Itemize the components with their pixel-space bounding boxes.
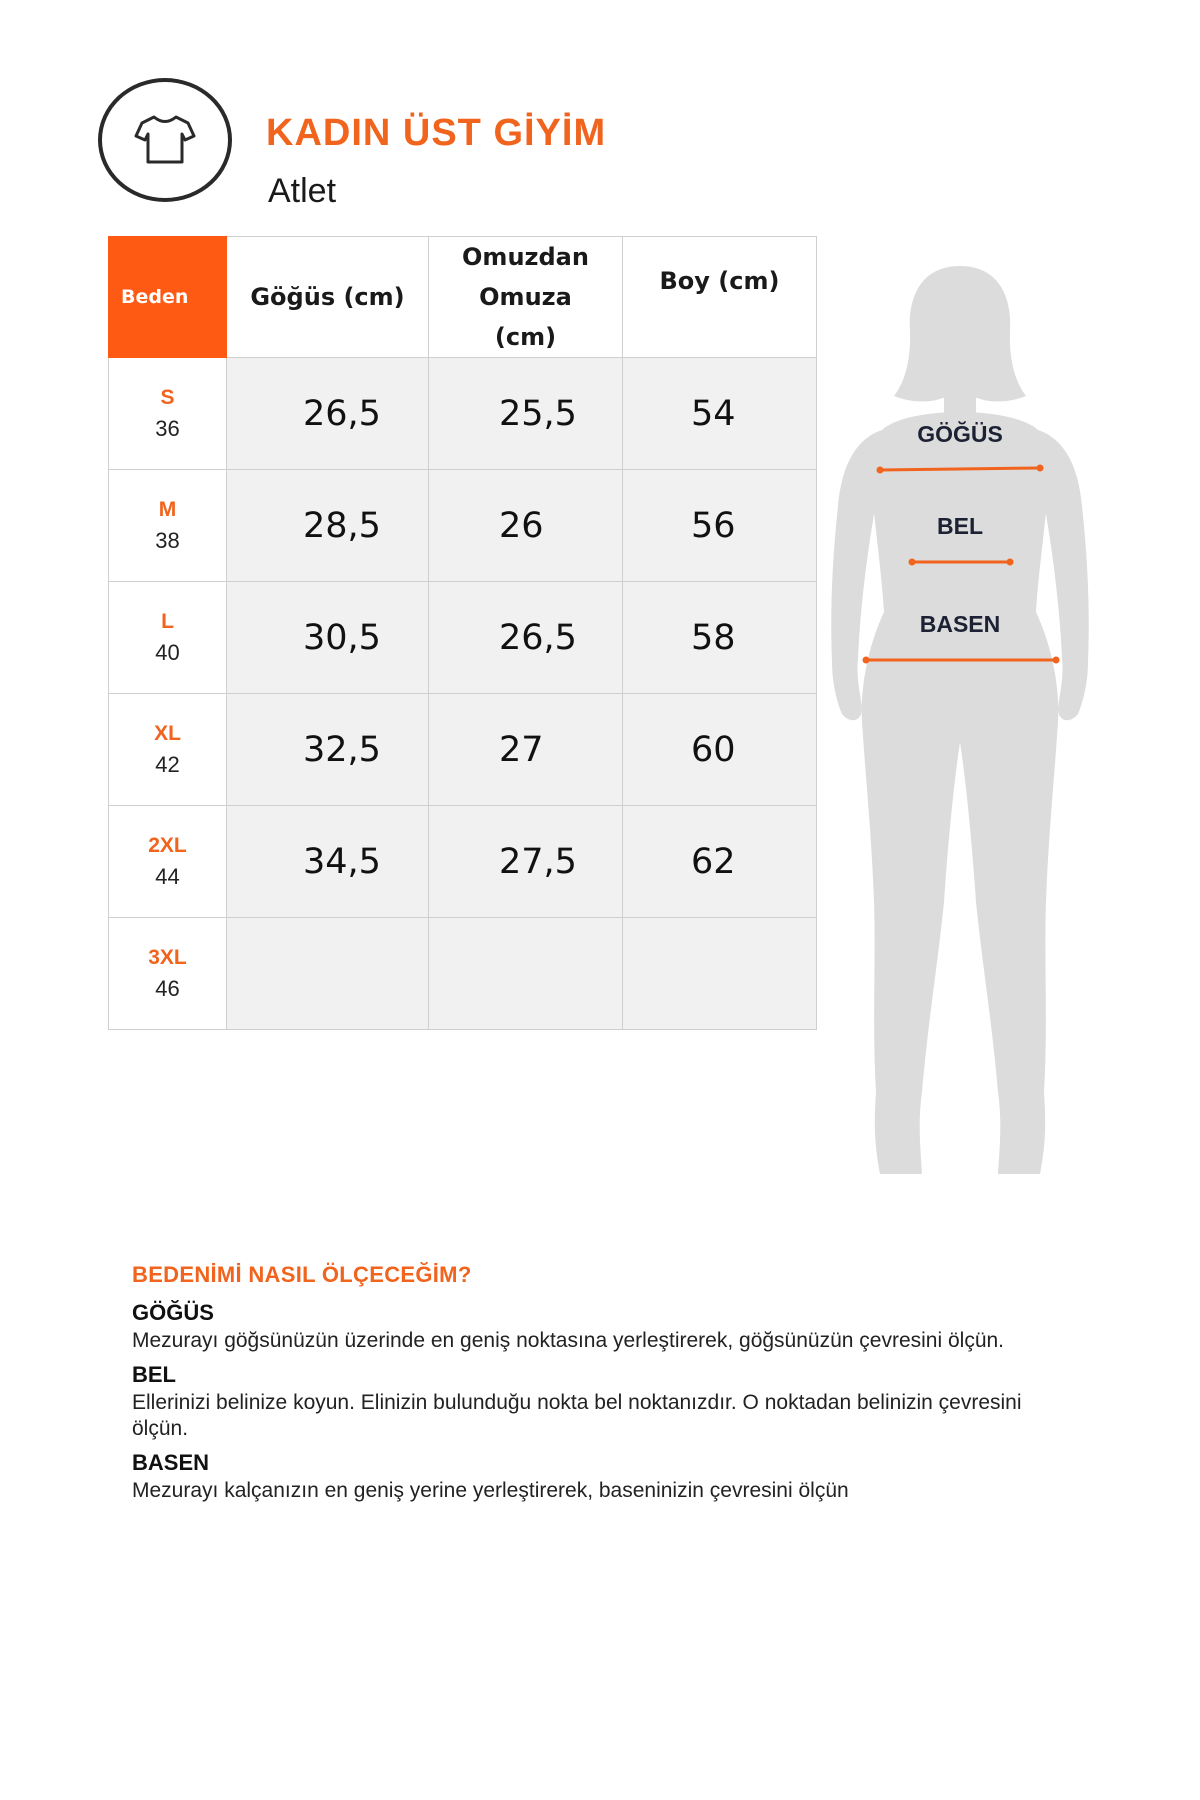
label-gogus: GÖĞÜS [917,421,1003,447]
size-letter: M [158,497,177,521]
gogus-cell [227,918,429,1030]
size-number: 42 [155,751,180,777]
size-letter: 3XL [148,945,187,969]
omuz-cell [429,358,623,470]
gogus-cell [227,694,429,806]
omuz-value: 27 [499,729,544,770]
size-cell [109,358,227,470]
size-number: 40 [155,639,180,665]
line-endpoint [1037,465,1044,472]
omuz-cell [429,918,623,1030]
body-silhouette [810,262,1110,1212]
omuz-cell [429,582,623,694]
table-row [109,806,817,918]
line-endpoint [863,657,870,664]
page-subtitle: Atlet [268,172,337,210]
section-title-bel: BEL [132,1362,176,1387]
gogus-value: 34,5 [303,841,381,882]
size-letter: XL [154,721,181,745]
section-title-gogus: GÖĞÜS [132,1300,214,1325]
size-table [108,236,817,1030]
size-cell [109,582,227,694]
omuz-cell [429,470,623,582]
size-number: 46 [155,975,180,1001]
boy-value: 58 [691,617,736,658]
header-omuz: Omuzdan Omuza (cm) [429,237,623,358]
omuz-cell [429,694,623,806]
size-cell [109,694,227,806]
boy-cell [623,582,817,694]
line-endpoint [877,467,884,474]
omuz-value: 26,5 [499,617,577,658]
section-text-basen: Mezurayı kalçanızın en geniş yerine yerleştirerek, baseninizin çevresini ölçün [132,1479,849,1502]
boy-cell [623,358,817,470]
table-header-row [109,237,817,358]
tshirt-icon [132,112,198,168]
logo-circle [98,78,232,202]
size-letter: 2XL [148,833,187,857]
boy-cell [623,918,817,1030]
gogus-cell [227,358,429,470]
section-text-bel: Ellerinizi belinize koyun. Elinizin bulunduğu nokta bel noktanızdır. O noktadan belinizin çevresini ölçün. [132,1391,1022,1440]
boy-cell [623,806,817,918]
gogus-value: 28,5 [303,505,381,546]
header-gogus: Göğüs (cm) [227,237,429,358]
boy-value: 56 [691,505,736,546]
omuz-value: 26 [499,505,544,546]
size-cell [109,470,227,582]
size-cell [109,806,227,918]
size-number: 38 [155,527,180,553]
boy-cell [623,470,817,582]
howto-title: BEDENİMİ NASIL ÖLÇECEĞİM? [132,1262,472,1287]
gogus-measure-line [880,468,1040,470]
label-bel: BEL [937,513,983,539]
omuz-value: 27,5 [499,841,577,882]
gogus-value: 26,5 [303,393,381,434]
header-beden: Beden [109,237,227,358]
label-basen: BASEN [919,611,1001,637]
size-cell [109,918,227,1030]
line-endpoint [909,559,916,566]
table-row [109,582,817,694]
table-row [109,694,817,806]
line-endpoint [1053,657,1060,664]
gogus-value: 30,5 [303,617,381,658]
omuz-value: 25,5 [499,393,577,434]
size-letter: L [161,609,174,633]
boy-cell [623,694,817,806]
gogus-cell [227,470,429,582]
size-letter: S [160,385,175,409]
silhouette-shape [831,266,1089,1174]
section-text-gogus: Mezurayı göğsünüzün üzerinde en geniş noktasına yerleştirerek, göğsünüzün çevresini ölçün. [132,1329,1005,1352]
table-row [109,470,817,582]
line-endpoint [1007,559,1014,566]
boy-value: 54 [691,393,736,434]
size-number: 44 [155,863,180,889]
page-title: KADIN ÜST GİYİM [266,112,607,154]
table-row [109,918,817,1030]
section-title-basen: BASEN [132,1450,210,1475]
header-boy: Boy (cm) [623,237,817,358]
howto-section [132,1262,1032,1510]
table-row [109,358,817,470]
gogus-value: 32,5 [303,729,381,770]
omuz-cell [429,806,623,918]
boy-value: 62 [691,841,736,882]
boy-value: 60 [691,729,736,770]
gogus-cell [227,806,429,918]
size-number: 36 [155,415,180,441]
gogus-cell [227,582,429,694]
